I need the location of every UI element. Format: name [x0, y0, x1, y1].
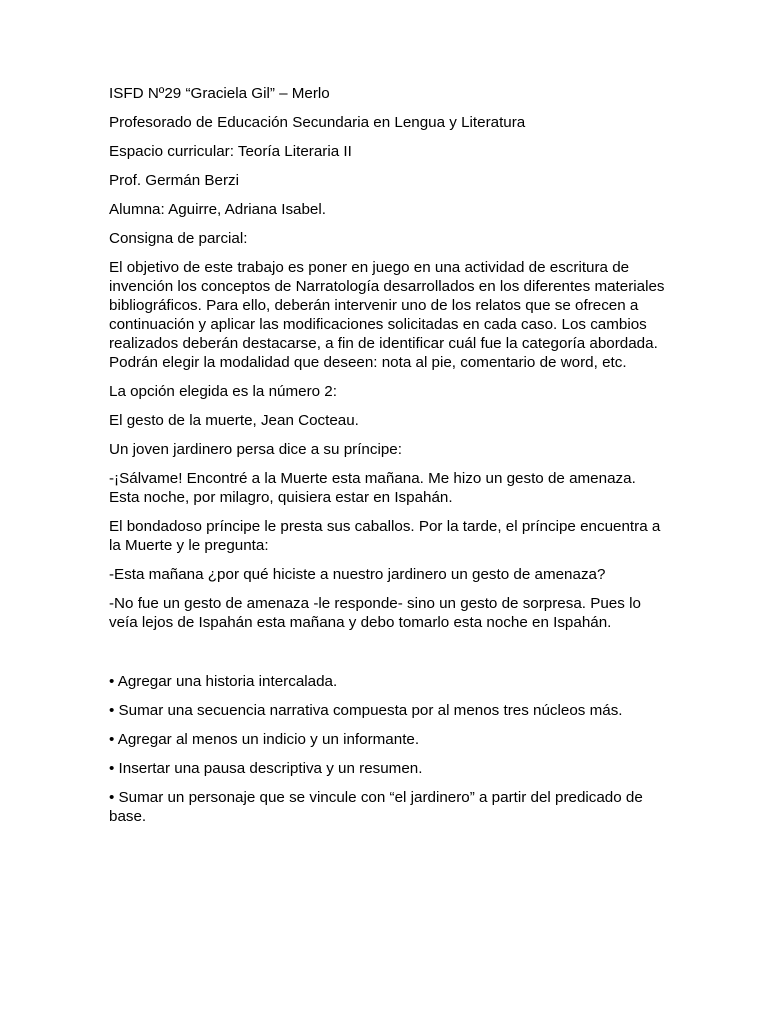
professor-line: Prof. Germán Berzi [109, 172, 239, 189]
story-title: El gesto de la muerte, Jean Cocteau. [109, 412, 359, 429]
chosen-option: La opción elegida es la número 2: [109, 383, 337, 400]
institution-line: ISFD Nº29 “Graciela Gil” – Merlo [109, 85, 330, 102]
task-item: • Sumar un personaje que se vincule con “el jardinero” a partir del predicado de base. [109, 789, 643, 825]
story-paragraph: El bondadoso príncipe le presta sus caballos. Por la tarde, el príncipe encuentra a la Muerte y le pregunta: [109, 518, 661, 554]
story-paragraph: -¡Sálvame! Encontré a la Muerte esta mañana. Me hizo un gesto de amenaza. Esta noche, por milagro, quisiera estar en Ispahán. [109, 470, 636, 506]
story-paragraph: Un joven jardinero persa dice a su príncipe: [109, 441, 402, 458]
story-paragraph: -No fue un gesto de amenaza -le responde- sino un gesto de sorpresa. Pues lo veía lejos de Ispahán esta mañana y debo tomarlo esta noche en Ispahán. [109, 595, 641, 631]
subject-line: Espacio curricular: Teoría Literaria II [109, 143, 352, 160]
task-item: • Insertar una pausa descriptiva y un resumen. [109, 760, 423, 777]
assignment-heading: Consigna de parcial: [109, 230, 248, 247]
task-item: • Sumar una secuencia narrativa compuesta por al menos tres núcleos más. [109, 702, 623, 719]
story-paragraph: -Esta mañana ¿por qué hiciste a nuestro jardinero un gesto de amenaza? [109, 566, 606, 583]
task-item: • Agregar una historia intercalada. [109, 673, 338, 690]
section-spacer [109, 642, 669, 672]
task-item: • Agregar al menos un indicio y un informante. [109, 731, 420, 748]
assignment-instructions: El objetivo de este trabajo es poner en juego en una actividad de escritura de invención los conceptos de Narratología desarrollados en los diferentes materiales bibliográficos. Para ello, deberán intervenir uno de los relatos que se ofrecen a continuación y aplicar las modificaciones solicitadas en cada caso. Los cambios realizados deberán destacarse, a fin de identificar cuál fue la categoría abordada. Podrán elegir la modalidad que deseen: nota al pie, comentario de word, etc. [109, 259, 665, 371]
program-line: Profesorado de Educación Secundaria en Lengua y Literatura [109, 114, 526, 131]
student-line: Alumna: Aguirre, Adriana Isabel. [109, 201, 326, 218]
document-page [109, 84, 669, 836]
